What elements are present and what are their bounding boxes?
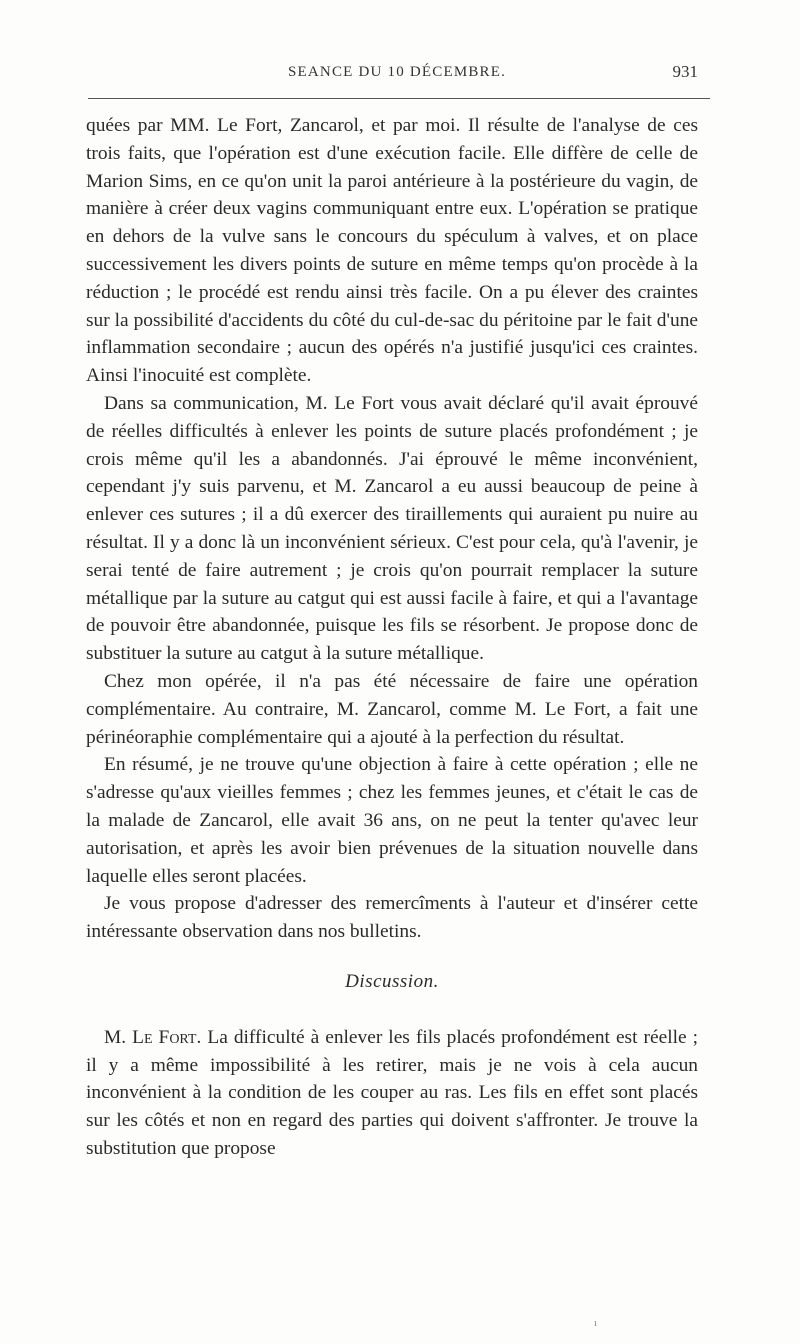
discussion-paragraph (86, 1024, 698, 1163)
running-head: SEANCE DU 10 DÉCEMBRE. (288, 64, 507, 80)
paragraph-continuation: quées par MM. Le Fort, Zancarol, et par moi. Il résulte de l'analyse de ces trois faits, que l'opération est d'une exécution facile. Elle diffère de celle de Marion Sims, en ce qu'on unit la paroi antérieure à la postérieure du vagin, de manière à créer deux vagins communiquant entre eux. L'opération se pratique en dehors de la vulve sans le concours du spéculum à valves, et on place successivement les divers points de suture en même temps qu'on procède à la réduction ; le procédé est rendu ainsi très facile. On a pu élever des craintes sur la possibilité d'accidents du côté du cul-de-sac du péritoine par le fait d'une inflammation secondaire ; aucun des opérés n'a justifié jusqu'ici ces craintes. Ainsi l'inocuité est complète. (86, 115, 698, 387)
paragraph-proposal: Je vous propose d'adresser des remercîments à l'auteur et d'insérer cette intéressante observation dans nos bulletins. (86, 893, 698, 943)
page-number: 931 (672, 62, 698, 81)
paragraph-complementary: Chez mon opérée, il n'a pas été nécessaire de faire une opération complémentaire. Au contraire, M. Zancarol, comme M. Le Fort, a fait une périnéoraphie complémentaire qui a ajouté à la perfection du résultat. (86, 670, 698, 748)
page-header (88, 62, 708, 86)
discussion-heading: Discussion. (345, 970, 439, 992)
body-text (86, 112, 698, 1163)
discussion-text: La difficulté à enlever les fils placés profondément est réelle ; il y a même impossibilité à les retirer, mais je ne vois à cela aucun inconvénient à la condition de les couper au ras. Les fils en effet sont placés sur les côtés et non en regard des parties qui doivent s'affronter. Je trouve la substitution que propose (86, 1026, 698, 1159)
footer-mark: ı (594, 1318, 597, 1329)
paragraph-sutures: Dans sa communication, M. Le Fort vous avait déclaré qu'il avait éprouvé de réelles difficultés à enlever les points de suture placés profondément ; je crois même qu'il les a abandonnés. J'ai éprouvé le même inconvénient, cependant j'y suis parvenu, et M. Zancarol a eu aussi beaucoup de peine à enlever ces sutures ; il a dû exercer des tiraillements qui auraient pu nuire au résultat. Il y a donc là un inconvénient sérieux. C'est pour cela, qu'à l'avenir, je serai tenté de faire autrement ; je crois qu'on pourrait remplacer la suture métallique par la suture au catgut qui est aussi facile à faire, et qui a l'avantage de pouvoir être abandonnée, puisque les fils se résorbent. Je propose donc de substituer la suture au catgut à la suture métallique. (86, 392, 698, 665)
paragraph-summary: En résumé, je ne trouve qu'une objection à faire à cette opération ; elle ne s'adresse qu'aux vieilles femmes ; chez les femmes jeunes, et c'était le cas de la malade de Zancarol, elle avait 36 ans, on ne peut la tenter qu'avec leur autorisation, et après les avoir bien prévenues de la situation nouvelle dans laquelle elles seront placées. (86, 754, 698, 887)
speaker-name: M. Le Fort. (104, 1026, 202, 1048)
header-rule (88, 98, 710, 99)
